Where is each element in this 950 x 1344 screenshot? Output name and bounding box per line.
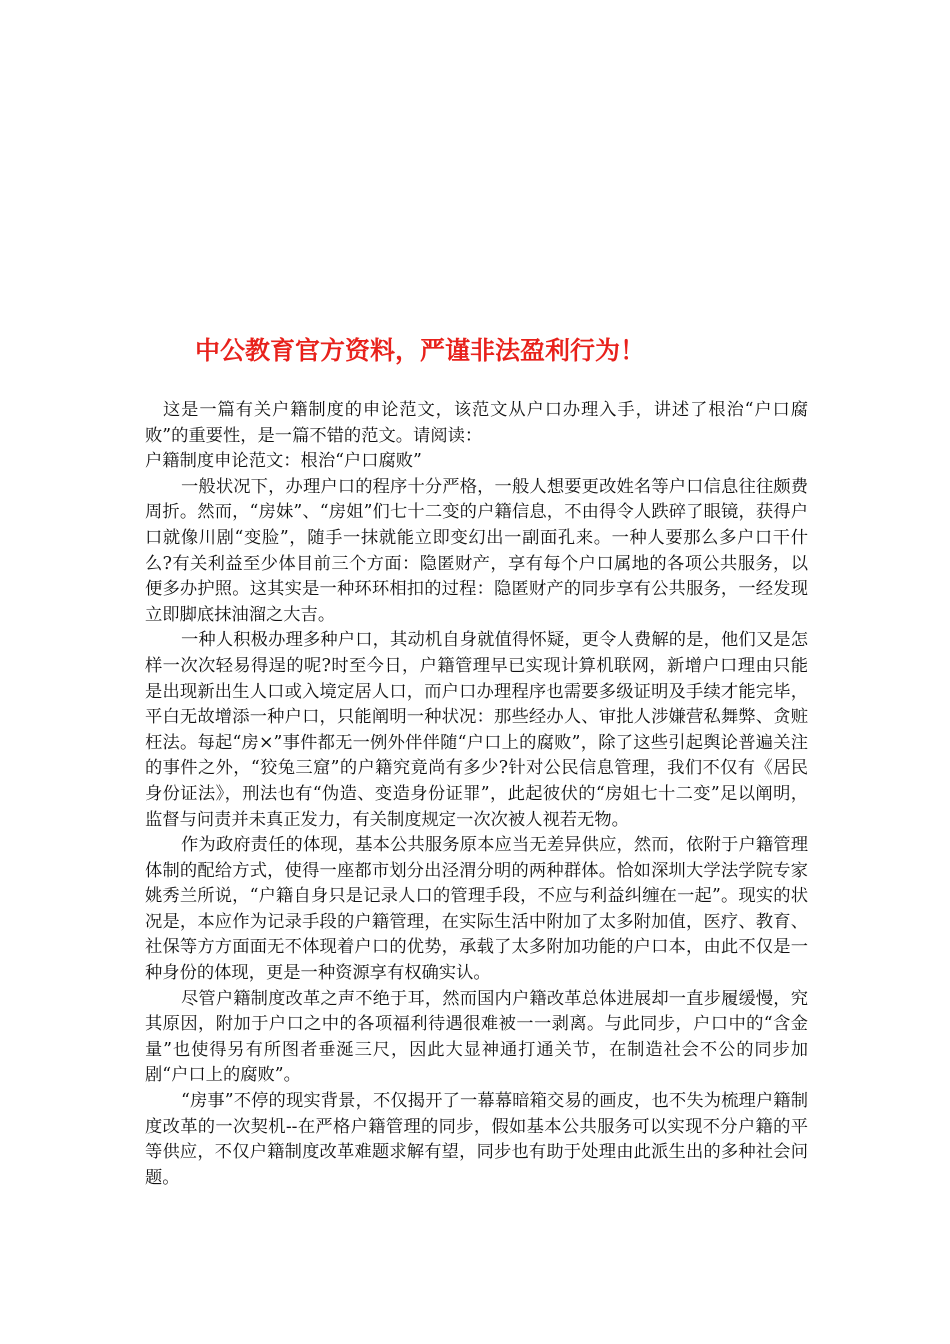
body-paragraph-3: 作为政府责任的体现，基本公共服务原本应当无差异供应，然而，依附于户籍管理体制的配给方式，使得一座都市划分出泾渭分明的两种群体。恰如深圳大学法学院专家姚秀兰所说，“户籍自身只是记录人口的管理手段，不应与利益纠缠在一起”。现实的状况是，本应作为记录手段的户籍管理，在实际生活中附加了太多附加值，医疗、教育、社保等方方面面无不体现着户口的优势，承载了太多附加功能的户口本，由此不仅是一种身份的体现，更是一种资源享有权确实认。 [145,835,808,984]
body-paragraph-2: 一种人积极办理多种户口，其动机自身就值得怀疑，更令人费解的是，他们又是怎样一次次轻易得逞的呢?时至今日，户籍管理早已实现计算机联网，新增户口理由只能是出现新出生人口或入境定居人口，而户口办理程序也需要多级证明及手续才能完毕，平白无故增添一种户口，只能阐明一种状况：那些经办人、审批人涉嫌营私舞弊、贪赃枉法。每起“房×”事件都无一例外伴伴随“户口上的腐败”，除了这些引起舆论普遍关注的事件之外，“狡兔三窟”的户籍究竟尚有多少?针对公民信息管理，我们不仅有《居民身份证法》，刑法也有“伪造、变造身份证罪”，此起彼伏的“房姐七十二变”足以阐明，监督与问责并未真正发力，有关制度规定一次次被人视若无物。 [145,630,808,830]
article-title: 户籍制度申论范文：根治“户口腐败” [145,451,422,472]
copyright-notice: 中公教育官方资料，严谨非法盈利行为！ [195,336,646,365]
body-paragraph-5: “房事”不停的现实背景，不仅揭开了一幕幕暗箱交易的画皮，也不失为梳理户籍制度改革的一次契机--在严格户籍管理的同步，假如基本公共服务可以实现不分户籍的平等供应，不仅户籍制度改革难题求解有望，同步也有助于处理由此派生出的多种社会问题。 [145,1091,808,1188]
article-body [145,398,808,1191]
body-paragraph-4: 尽管户籍制度改革之声不绝于耳，然而国内户籍改革总体进展却一直步履缓慢，究其原因，附加于户口之中的各项福利待遇很难被一一剥离。与此同步，户口中的“含金量”也使得另有所图者垂涎三尺，因此大显神通打通关节，在制造社会不公的同步加剧“户口上的腐败”。 [145,988,808,1086]
body-paragraph-1: 一般状况下，办理户口的程序十分严格，一般人想要更改姓名等户口信息往往颇费周折。然而，“房妹”、“房姐”们七十二变的户籍信息，不由得令人跌碎了眼镜，获得户口就像川剧“变脸”，随手一抹就能立即变幻出一副面孔来。一种人要那么多户口干什么?有关利益至少体目前三个方面：隐匿财产，享有每个户口属地的各项公共服务，以便多办护照。这其实是一种环环相扣的过程：隐匿财产的同步享有公共服务，一经发现立即脚底抹油溜之大吉。 [145,476,808,625]
intro-paragraph: 这是一篇有关户籍制度的申论范文，该范文从户口办理入手，讲述了根治“户口腐败”的重要性，是一篇不错的范文。请阅读： [145,400,808,446]
